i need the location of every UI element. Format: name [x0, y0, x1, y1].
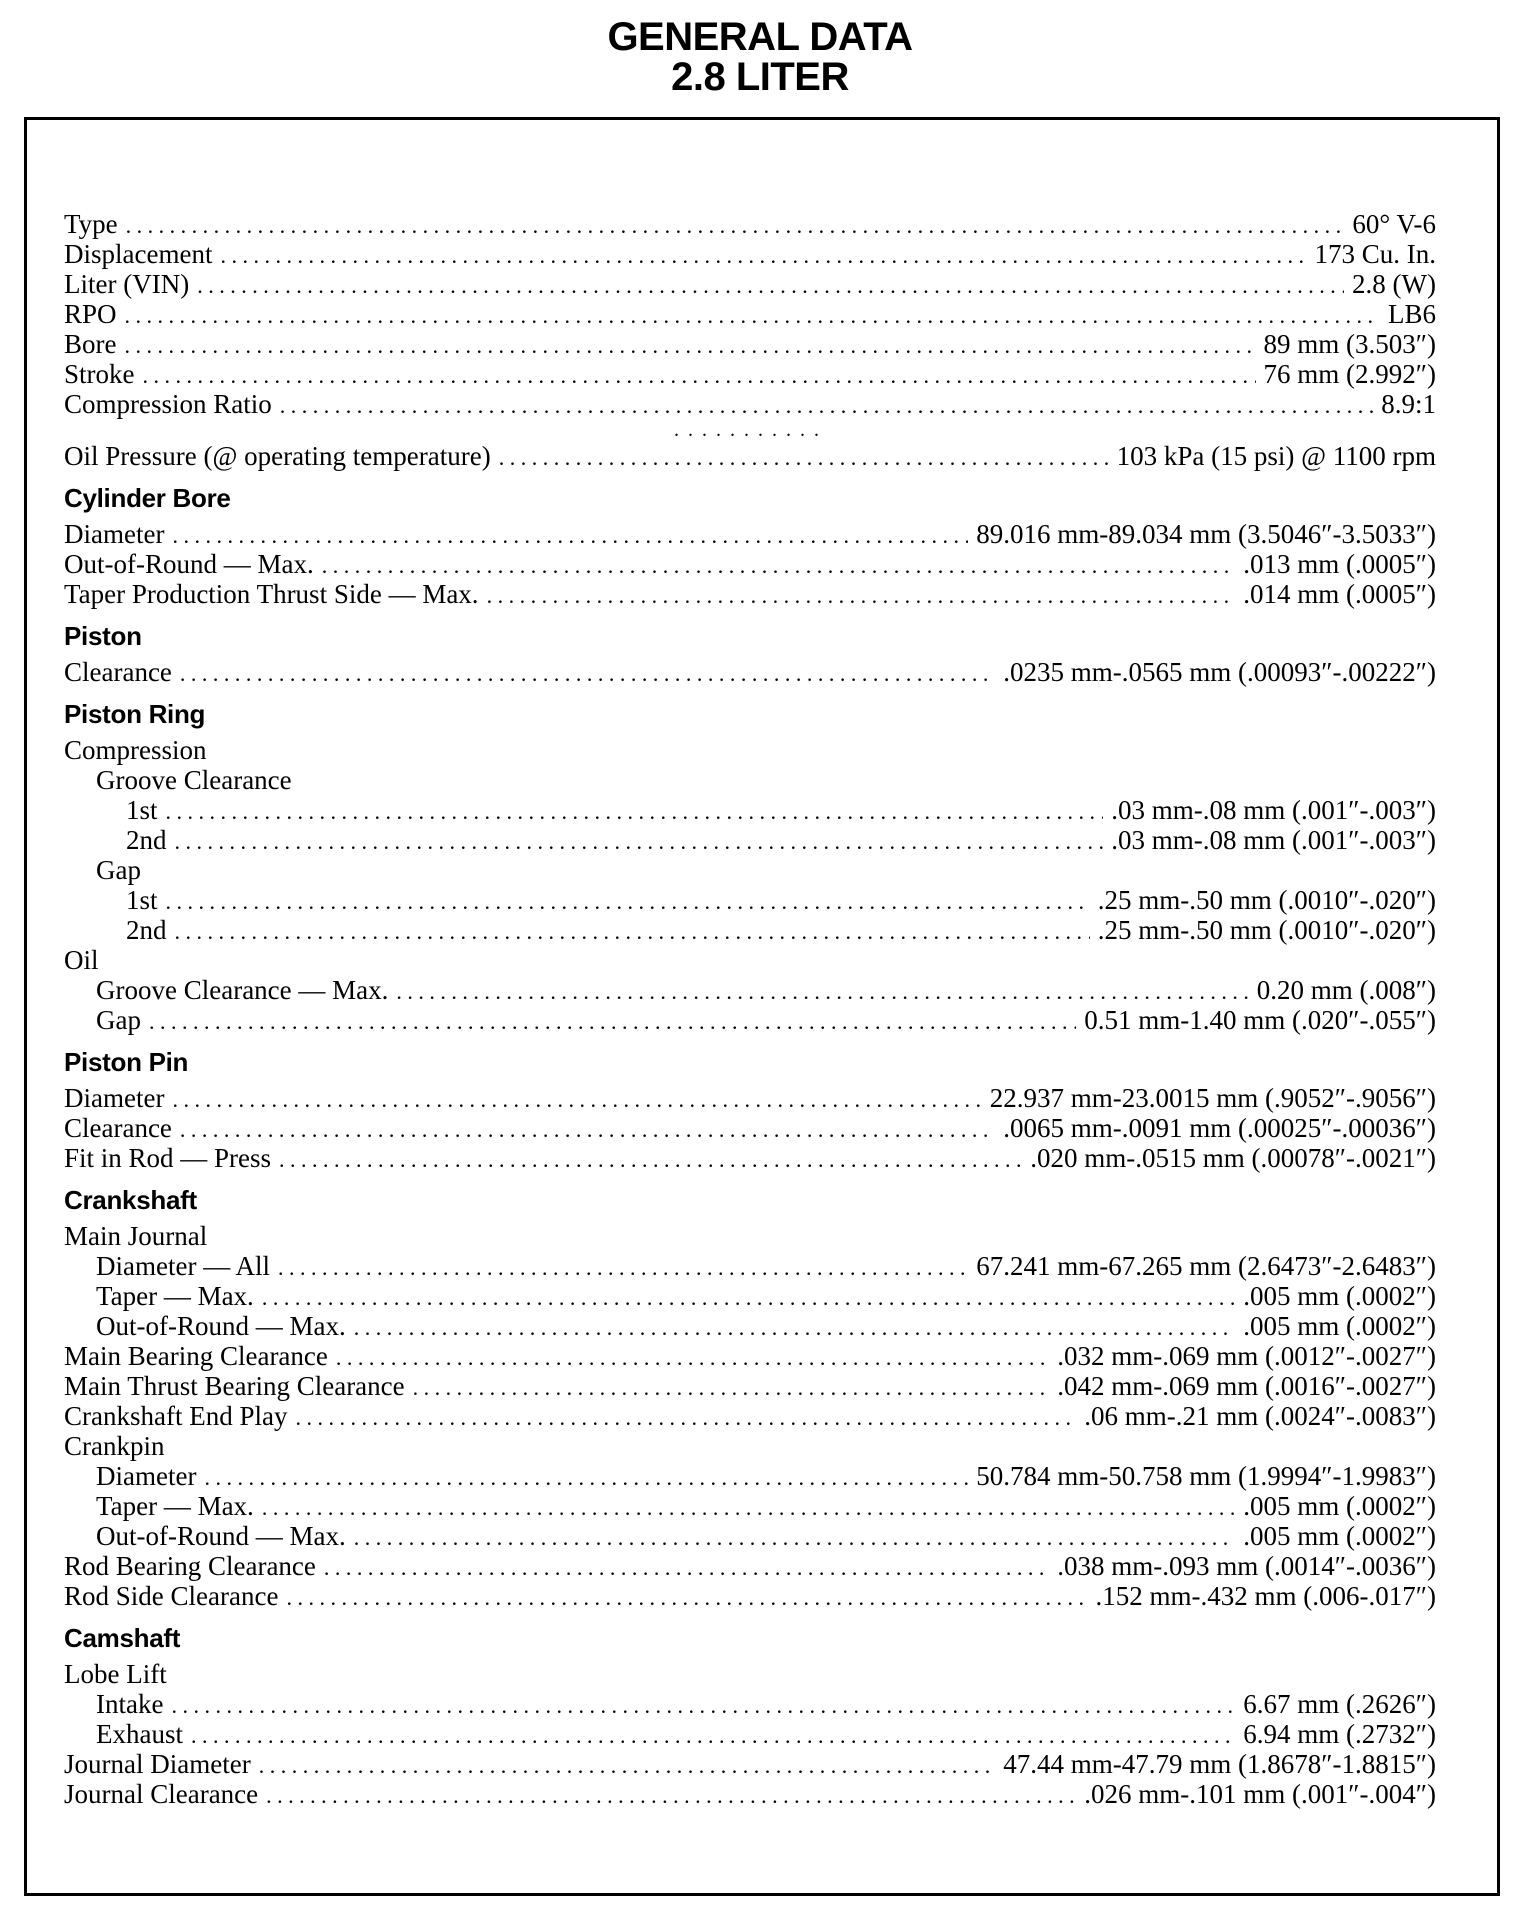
spec-label: Out-of-Round — Max. [64, 549, 314, 579]
spec-row [64, 1341, 1436, 1371]
dot-leader [180, 659, 995, 689]
spec-value: .020 mm-.0515 mm (.00078″-.0021″) [1030, 1143, 1436, 1173]
spec-row [64, 1311, 1436, 1341]
dot-leader [204, 1463, 968, 1493]
dot-leader [124, 331, 1255, 361]
spec-value: 76 mm (2.992″) [1263, 359, 1436, 389]
spec-label: Diameter [64, 1083, 165, 1113]
dot-leader [171, 1691, 1235, 1721]
spec-value: .25 mm-.50 mm (.0010″-.020″) [1097, 885, 1436, 915]
dot-leader [266, 1781, 1076, 1811]
spec-value: .014 mm (.0005″) [1243, 579, 1436, 609]
spec-label: Main Thrust Bearing Clearance [64, 1371, 405, 1401]
dot-leader [279, 1145, 1022, 1175]
spec-label: 1st [126, 795, 158, 825]
spec-value: .005 mm (.0002″) [1243, 1491, 1436, 1521]
spec-row [64, 549, 1436, 579]
spec-row [64, 1551, 1436, 1581]
spec-value: .03 mm-.08 mm (.001″-.003″) [1111, 825, 1436, 855]
dot-leader [286, 1583, 1087, 1613]
spec-label: Out-of-Round — Max. [96, 1311, 346, 1341]
dot-leader [172, 521, 968, 551]
dot-leader [172, 1085, 981, 1115]
spec-value: .013 mm (.0005″) [1243, 549, 1436, 579]
spec-label: Intake [96, 1689, 164, 1719]
spec-value: .005 mm (.0002″) [1243, 1311, 1436, 1341]
spec-row [64, 1401, 1436, 1431]
spec-label: Journal Clearance [64, 1779, 259, 1809]
spec-row [64, 579, 1436, 609]
subheading-compression: Compression [64, 735, 207, 765]
spec-row [64, 1005, 1436, 1035]
spec-row [64, 1521, 1436, 1551]
spec-row [64, 1371, 1436, 1401]
dot-leader [336, 1343, 1049, 1373]
spec-value: 6.94 mm (.2732″) [1243, 1719, 1436, 1749]
dot-leader [259, 1751, 996, 1781]
subheading-groove-clearance: Groove Clearance [96, 765, 292, 795]
dot-leader [143, 361, 1256, 391]
dot-leader [262, 1283, 1235, 1313]
spec-value: .06 mm-.21 mm (.0024″-.0083″) [1084, 1401, 1436, 1431]
spec-label: Stroke [64, 359, 135, 389]
spec-value: 0.20 mm (.008″) [1256, 975, 1436, 1005]
spec-row [64, 1251, 1436, 1281]
spec-row [64, 657, 1436, 687]
spec-label: Taper Production Thrust Side — Max. [64, 579, 479, 609]
dot-leader [175, 827, 1104, 857]
spec-value: .152 mm-.432 mm (.006-.017″) [1095, 1581, 1436, 1611]
spec-label: Compression Ratio [64, 389, 272, 419]
spec-value: .005 mm (.0002″) [1243, 1521, 1436, 1551]
spec-value: 22.937 mm-23.0015 mm (.9052″-.9056″) [989, 1083, 1436, 1113]
spec-value: 2.8 (W) [1352, 269, 1436, 299]
section-heading-piston-ring: Piston Ring [64, 699, 206, 729]
spec-value: .0065 mm-.0091 mm (.00025″-.00036″) [1003, 1113, 1436, 1143]
section-heading-piston-pin: Piston Pin [64, 1047, 189, 1077]
spec-label: Exhaust [96, 1719, 183, 1749]
spec-row-bore [64, 329, 1436, 359]
dot-leader [191, 1721, 1235, 1751]
spec-label: Diameter — All [96, 1251, 270, 1281]
spec-row-type [64, 209, 1436, 239]
spec-row [64, 1719, 1436, 1749]
section-heading-crankshaft: Crankshaft [64, 1185, 197, 1215]
spec-label: 2nd [126, 915, 167, 945]
spec-value: 67.241 mm-67.265 mm (2.6473″-2.6483″) [976, 1251, 1436, 1281]
spec-label: Journal Diameter [64, 1749, 251, 1779]
spec-row-oil-pressure [64, 441, 1436, 471]
spec-label: Crankshaft End Play [64, 1401, 288, 1431]
dot-leader [295, 1403, 1076, 1433]
spec-label: Rod Side Clearance [64, 1581, 279, 1611]
dot-leader [175, 917, 1090, 947]
spec-row-displacement [64, 239, 1436, 269]
spec-value: 103 kPa (15 psi) @ 1100 rpm [1116, 441, 1436, 471]
dot-leader [149, 1007, 1076, 1037]
page-title: GENERAL DATA [607, 15, 913, 59]
spec-row [64, 519, 1436, 549]
spec-label: Displacement [64, 239, 213, 269]
spec-value: .038 mm-.093 mm (.0014″-.0036″) [1057, 1551, 1436, 1581]
dot-leader [322, 551, 1236, 581]
spec-value: .03 mm-.08 mm (.001″-.003″) [1111, 795, 1436, 825]
spec-value: LB6 [1387, 299, 1436, 329]
spec-label: Taper — Max. [96, 1281, 254, 1311]
subheading-gap: Gap [96, 855, 141, 885]
spec-row-rpo [64, 299, 1436, 329]
spec-row [64, 1113, 1436, 1143]
spec-value: 8.9:1 [1381, 389, 1436, 419]
spec-label: Taper — Max. [96, 1491, 254, 1521]
spec-label: Liter (VIN) [64, 269, 190, 299]
dot-leader [354, 1313, 1236, 1343]
spec-label: Type [64, 209, 118, 239]
spec-value: .026 mm-.101 mm (.001″-.004″) [1084, 1779, 1436, 1809]
subheading-main-journal: Main Journal [64, 1221, 208, 1251]
spec-label: Out-of-Round — Max. [96, 1521, 346, 1551]
spec-value: 47.44 mm-47.79 mm (1.8678″-1.8815″) [1003, 1749, 1436, 1779]
dot-leader [262, 1493, 1235, 1523]
spec-row-stroke [64, 359, 1436, 389]
spec-value: 60° V-6 [1352, 209, 1436, 239]
spec-value: 89.016 mm-89.034 mm (3.5046″-3.5033″) [976, 519, 1436, 549]
spec-label: Clearance [64, 1113, 172, 1143]
spec-value: .042 mm-.069 mm (.0016″-.0027″) [1057, 1371, 1436, 1401]
section-heading-cylinder-bore: Cylinder Bore [64, 483, 231, 513]
dot-leader [278, 1253, 968, 1283]
spec-row [64, 1281, 1436, 1311]
spec-row [64, 1581, 1436, 1611]
spec-label: Fit in Rod — Press [64, 1143, 272, 1173]
spec-value: 0.51 mm-1.40 mm (.020″-.055″) [1084, 1005, 1436, 1035]
spec-label: 2nd [126, 825, 167, 855]
spec-value: .032 mm-.069 mm (.0012″-.0027″) [1057, 1341, 1436, 1371]
spec-value: .005 mm (.0002″) [1243, 1281, 1436, 1311]
dot-leader [125, 301, 1380, 331]
spec-value: 89 mm (3.503″) [1263, 329, 1436, 359]
spec-label: Main Bearing Clearance [64, 1341, 328, 1371]
spec-row [64, 1689, 1436, 1719]
section-heading-camshaft: Camshaft [64, 1623, 181, 1653]
spec-label: RPO [64, 299, 117, 329]
spec-value: .25 mm-.50 mm (.0010″-.020″) [1097, 915, 1436, 945]
spec-row [64, 1461, 1436, 1491]
spec-row [64, 885, 1436, 915]
spec-value: 173 Cu. In. [1314, 239, 1436, 269]
spec-row [64, 1491, 1436, 1521]
dot-leader [220, 241, 1306, 271]
spec-row [64, 1143, 1436, 1173]
dot-leader [180, 1115, 995, 1145]
spec-row [64, 1749, 1436, 1779]
subheading-oil: Oil [64, 945, 99, 975]
dot-leader [413, 1373, 1050, 1403]
dot-leader [499, 443, 1109, 473]
spec-row [64, 795, 1436, 825]
spec-label: Oil Pressure (@ operating temperature) [64, 441, 491, 471]
spec-row [64, 975, 1436, 1005]
spec-value: .0235 mm-.0565 mm (.00093″-.00222″) [1003, 657, 1436, 687]
dot-leader [166, 797, 1104, 827]
spec-value: 6.67 mm (.2626″) [1243, 1689, 1436, 1719]
page-subtitle: 2.8 LITER [671, 55, 849, 99]
dot-leader [280, 391, 1373, 421]
spec-row [64, 1779, 1436, 1809]
spec-row [64, 825, 1436, 855]
dot-leader [354, 1523, 1236, 1553]
subheading-crankpin: Crankpin [64, 1431, 165, 1461]
dot-leader [324, 1553, 1049, 1583]
spec-label: 1st [126, 885, 158, 915]
stray-dot-mark: . . . . . . . . . . . [674, 419, 821, 441]
spec-label: Groove Clearance — Max. [96, 975, 389, 1005]
spec-label: Gap [96, 1005, 141, 1035]
spec-label: Diameter [64, 519, 165, 549]
spec-table [64, 209, 1436, 1809]
spec-row [64, 1083, 1436, 1113]
dot-leader [396, 977, 1248, 1007]
spec-label: Bore [64, 329, 117, 359]
dot-leader [126, 211, 1345, 241]
spec-row-liter [64, 269, 1436, 299]
dot-leader [197, 271, 1344, 301]
dot-leader [487, 581, 1236, 611]
spec-value: 50.784 mm-50.758 mm (1.9994″-1.9983″) [976, 1461, 1436, 1491]
spec-row [64, 915, 1436, 945]
section-heading-piston: Piston [64, 621, 142, 651]
spec-label: Diameter [96, 1461, 197, 1491]
subheading-lobe-lift: Lobe Lift [64, 1659, 167, 1689]
spec-label: Rod Bearing Clearance [64, 1551, 316, 1581]
dot-leader [166, 887, 1090, 917]
spec-label: Clearance [64, 657, 172, 687]
spec-row-compression-ratio [64, 389, 1436, 419]
